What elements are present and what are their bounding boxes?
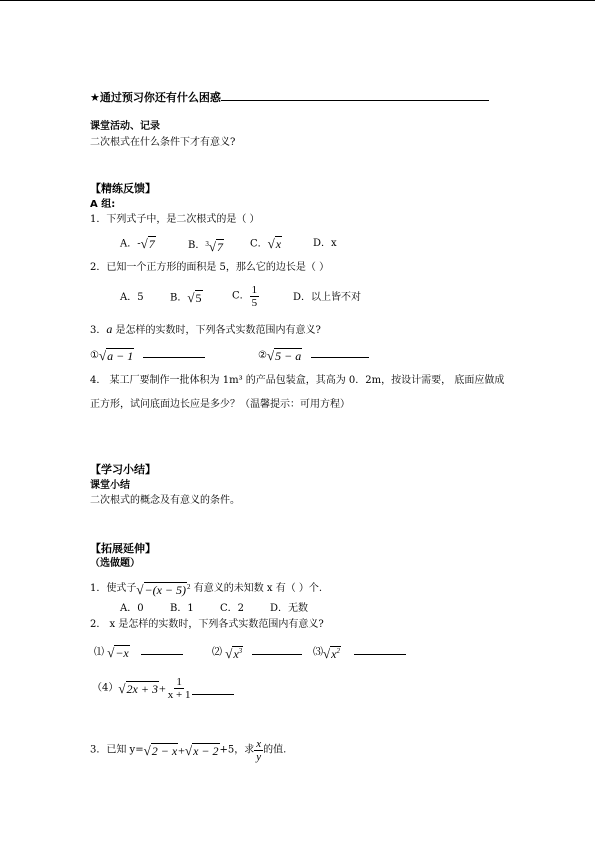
radicand: x − 2 [193, 743, 219, 758]
sqrt-a-minus-1: √a − 1 [98, 347, 134, 363]
practice-q4: 4． 某工厂要制作一批体积为 1m³ 的产品包装盒，其高为 0．2m，按设计需要， 底面应做成正方形，试问底面边长应是多少？（温馨提示：可用方程） [90, 375, 505, 410]
radicand: −x [115, 645, 129, 660]
top-border-line [0, 0, 595, 1]
practice-q3-item-1 [90, 346, 205, 363]
sqrt-neg-x: √−x [107, 644, 129, 660]
exponent: 2 [187, 583, 191, 591]
practice-q3-stem [90, 322, 321, 338]
extension-q1-option-d: D．无数 [270, 603, 309, 614]
preview-question-text: ★通过预习你还有什么困惑 [90, 91, 221, 104]
root-index: 3 [205, 240, 209, 248]
extension-q1-option-c: C．2 [220, 603, 245, 614]
practice-q1-option-b [188, 237, 224, 254]
item-marker: ① [90, 350, 99, 361]
summary-subtitle: 课堂小结 [90, 480, 130, 491]
exponent: 3 [238, 647, 243, 655]
extension-q1-option-a: A．0 [120, 603, 144, 614]
radicand: 5 − a [275, 348, 302, 363]
radicand: 5 [195, 291, 202, 305]
numerator: 1 [251, 284, 258, 296]
sqrt-x-minus-2: √x − 2 [184, 742, 219, 758]
item-marker: ⑴ [94, 647, 104, 658]
item-marker: ⑵ [212, 647, 222, 658]
preview-question [90, 89, 489, 105]
fraction-one-fifth [250, 284, 260, 309]
extension-subtitle: （选做题） [90, 558, 140, 569]
extension-q2-item-4 [92, 676, 234, 701]
radicand: x [275, 237, 282, 251]
answer-blank [141, 643, 183, 655]
summary-heading: 【学习小结】 [90, 463, 156, 476]
answer-blank [143, 346, 205, 358]
numerator: 1 [176, 676, 182, 688]
answer-blank [221, 89, 489, 101]
option-c-label: C． [232, 290, 250, 302]
variable-a: a [106, 322, 113, 336]
sqrt-x-cubed: $√x^3$ [225, 646, 243, 661]
sqrt-5-minus-a: √5 − a [266, 347, 302, 363]
q3-prefix: 3．已知 y= [90, 744, 144, 756]
radicand: 2 − x [151, 743, 178, 758]
practice-q3-item-2 [258, 346, 369, 363]
radicand: a − 1 [107, 348, 134, 363]
extension-q3 [90, 738, 286, 763]
base: x [331, 647, 337, 661]
radicand: −(x − 5) [144, 583, 187, 597]
q1-prefix: 1．使式子 [90, 583, 137, 594]
cube-root-7: $^3$√7 [205, 239, 223, 254]
item-marker: ② [258, 350, 267, 361]
q3-suffix-2: 的值. [263, 744, 287, 756]
extension-q1-option-b: B．1 [170, 603, 194, 614]
answer-blank [354, 643, 406, 655]
q3-number: 3． [90, 325, 107, 336]
practice-q2-stem: 2．已知一个正方形的面积是 5，那么它的边长是（ ） [90, 262, 330, 273]
plus-sign: + [178, 743, 185, 758]
sqrt-5: √5 [187, 290, 202, 305]
answer-blank [192, 683, 234, 695]
sqrt-neg-x-minus-5-squared: $√-(x - 5)^2$ [136, 582, 191, 597]
practice-q2-option-a: A．5 [120, 292, 144, 303]
option-b-label: B． [170, 292, 188, 304]
denominator: y [256, 751, 262, 763]
answer-blank [311, 346, 369, 358]
radicand: 2x + 3 [126, 681, 158, 696]
sqrt-x-squared: $√x^2$ [323, 646, 340, 661]
practice-q1-option-d: D．x [313, 238, 337, 249]
denominator: 5 [251, 297, 258, 309]
extension-q2-item-1 [94, 643, 183, 660]
option-c-label: C． [250, 238, 268, 250]
practice-q1-stem: 1．下列式子中，是二次根式的是（ ） [90, 214, 260, 225]
extension-q2-stem: 2． x 是怎样的实数时，下列各式实数范围内有意义? [90, 619, 324, 630]
extension-heading: 【拓展延伸】 [90, 542, 156, 555]
fraction-x-over-y [254, 738, 263, 763]
sqrt-x: √x [267, 236, 282, 251]
group-a-label: A 组: [90, 199, 116, 210]
extension-q1-stem [90, 580, 322, 597]
denominator: x + 1 [167, 689, 191, 701]
class-activity-question: 二次根式在什么条件下才有意义? [90, 137, 236, 148]
practice-q1-option-a [120, 237, 156, 252]
sqrt-7: √7 [140, 236, 155, 251]
practice-q2-option-d: D．以上皆不对 [293, 292, 362, 303]
summary-text: 二次根式的概念及有意义的条件。 [90, 495, 240, 506]
item-marker: （4） [92, 682, 119, 694]
radicand: 7 [217, 240, 223, 254]
practice-q2-option-c [232, 284, 259, 309]
plus-sign: + [158, 681, 166, 696]
exponent: 2 [336, 647, 340, 655]
numerator: x [256, 738, 262, 750]
extension-q2-item-3 [313, 643, 406, 661]
practice-heading: 【精练反馈】 [90, 182, 156, 195]
extension-q2-item-2 [212, 643, 302, 661]
fraction-1-over-x-plus-1 [166, 676, 193, 701]
item-marker: ⑶ [313, 647, 323, 658]
radicand: 7 [148, 237, 155, 251]
base: x [233, 647, 239, 661]
q3-stem-text: 是怎样的实数时，下列各式实数范围内有意义? [112, 325, 321, 336]
q3-suffix-1: +5，求 [219, 744, 255, 756]
practice-q2-option-b [170, 291, 203, 306]
q1-suffix: 有意义的未知数 x 有（ ）个. [193, 583, 323, 594]
practice-q1-option-c [250, 237, 282, 252]
class-activity-title: 课堂活动、记录 [90, 121, 160, 132]
option-a-label: A．- [120, 238, 141, 250]
sqrt-2-minus-x: √2 − x [143, 742, 178, 758]
option-b-label: B． [188, 240, 206, 251]
answer-blank [252, 643, 302, 655]
sqrt-2x-plus-3: √2x + 3 [118, 680, 158, 696]
